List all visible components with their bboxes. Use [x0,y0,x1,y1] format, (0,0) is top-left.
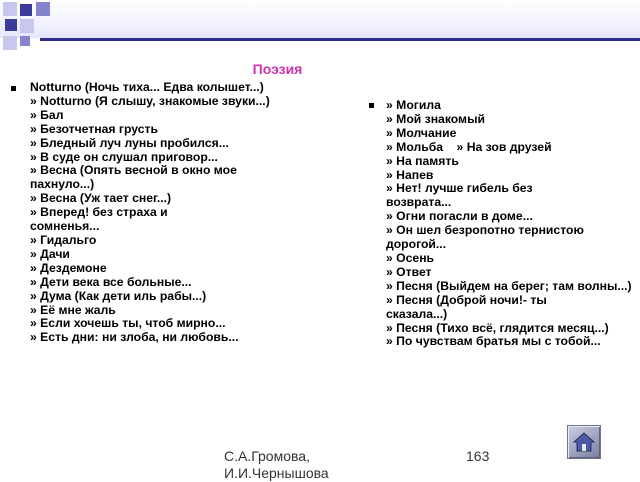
deco-square [20,4,32,16]
list-item[interactable]: » Мой знакомый [386,111,485,126]
deco-square [20,19,34,33]
list-item[interactable]: » Есть дни: ни злоба, ни любовь... [30,330,239,345]
list-item[interactable]: » На зов друзей [456,139,552,154]
list-item[interactable]: » Он шел безропотно тернистою дорогой... [386,223,584,252]
list-item[interactable]: Notturno (Ночь тиха... Едва колышет...) [30,80,264,94]
list-item[interactable]: » Молчание [386,125,457,140]
deco-square [20,36,30,46]
list-item[interactable]: » Вперед! без страха и сомненья... [30,205,168,234]
deco-square [36,2,50,16]
list-item[interactable]: » По чувствам братья мы с тобой... [386,334,601,349]
top-band [0,0,640,38]
deco-square [5,19,17,31]
left-poem-list [30,81,300,345]
list-item[interactable]: » Песня (Выйдем на берег; там волны...) [386,278,632,293]
home-icon [572,430,596,454]
list-item[interactable]: » Дездемоне [30,260,107,275]
footer-authors: С.А.Громова, И.И.Чернышова [224,448,329,481]
home-button[interactable] [567,425,601,459]
list-item[interactable]: » Мольба [386,139,443,154]
list-item[interactable]: » Гидальго [30,232,97,247]
list-item[interactable]: » Напев [386,167,434,182]
list-item[interactable]: » Notturno (Я слышу, знакомые звуки...) [30,93,270,108]
list-item[interactable]: » Нет! лучше гибель без возврата... [386,181,533,210]
list-item[interactable]: » Безотчетная грусть [30,121,158,136]
list-item[interactable]: » Дачи [30,246,70,261]
list-item[interactable]: » В суде он слушал приговор... [30,149,218,164]
bullet-marker [11,86,16,91]
list-item[interactable]: » Осень [386,250,435,265]
list-item[interactable]: » Ответ [386,264,432,279]
list-item[interactable]: » Дети века все больные... [30,274,192,289]
list-item[interactable]: » Её мне жаль [30,302,116,317]
list-item[interactable]: » Дума (Как дети иль рабы...) [30,288,207,303]
list-item[interactable]: » Огни погасли в доме... [386,209,533,224]
right-poem-list [386,99,632,349]
list-item[interactable]: » Весна (Опять весной в окно мое пахнуло...) [30,163,237,192]
list-item[interactable]: » Могила [386,98,441,112]
list-item[interactable]: » Песня (Доброй ночи!- ты сказала...) [386,292,547,321]
list-item[interactable]: » Песня (Тихо всё, глядится месяц...) [386,320,609,335]
top-divider-line [40,38,640,41]
list-item[interactable]: » Бал [30,107,64,122]
list-item[interactable]: » Весна (Уж тает снег...) [30,191,172,206]
deco-square [3,36,17,50]
list-item[interactable]: » На память [386,153,459,168]
slide-title: Поэзия [252,61,303,77]
list-item[interactable]: » Если хочешь ты, чтоб мирно... [30,316,226,331]
bullet-marker [369,103,374,108]
page-number: 163 [466,448,490,464]
deco-square [3,2,17,16]
list-item[interactable]: » Бледный луч луны пробился... [30,135,229,150]
list-item-row [386,141,632,155]
